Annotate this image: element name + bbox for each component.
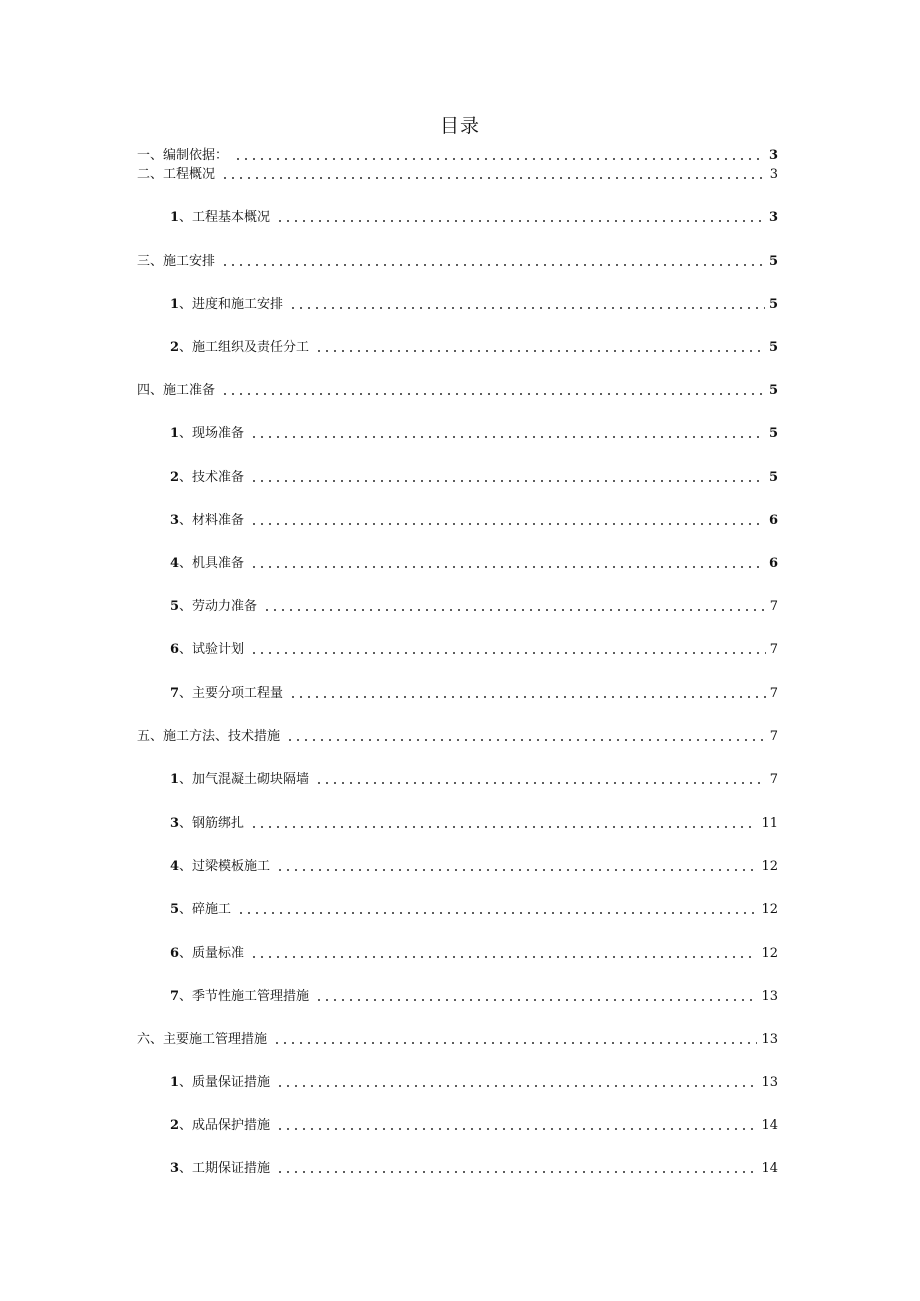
toc-entry-number: 6 [170, 946, 180, 961]
toc-entry[interactable] [170, 552, 778, 572]
toc-entry-label: 、进度和施工安排 [179, 297, 284, 312]
toc-entry-page-number: 7 [769, 642, 778, 657]
toc-entry-page-number: 12 [761, 946, 778, 961]
dot-leader [250, 523, 765, 525]
dot-leader [289, 307, 765, 309]
toc-entry-label: 、加气混凝土砌块隔墙 [179, 772, 310, 787]
dot-leader [250, 436, 765, 438]
dot-leader [315, 782, 766, 784]
dot-leader [286, 739, 766, 741]
dot-leader [276, 869, 757, 871]
dot-leader [289, 696, 766, 698]
toc-entry-page-number: 5 [768, 254, 778, 269]
toc-entry[interactable] [170, 206, 778, 226]
dot-leader [234, 158, 765, 160]
dot-leader [250, 826, 757, 828]
toc-entry[interactable] [170, 293, 778, 313]
toc-entry-number: 1 [170, 772, 180, 787]
toc-entry-page-number: 5 [768, 383, 778, 398]
toc-entry-label: 、过梁模板施工 [179, 859, 271, 874]
toc-entry-label: 、现场准备 [179, 426, 245, 441]
toc-entry-label: 五、施工方法、技术措施 [137, 729, 281, 744]
toc-entry-number: 2 [170, 340, 180, 355]
toc-entry-label: 、机具准备 [179, 556, 245, 571]
dot-leader [250, 956, 757, 958]
toc-entry-label: 一、编制依据： [137, 148, 229, 163]
toc-entry[interactable] [170, 942, 778, 962]
dot-leader [250, 566, 765, 568]
toc-entry-number: 5 [170, 599, 180, 614]
toc-entry[interactable] [170, 985, 778, 1005]
toc-entry-page-number: 5 [768, 297, 778, 312]
toc-entry-label: 四、施工准备 [137, 383, 216, 398]
toc-entry-label: 、试验计划 [179, 642, 245, 657]
dot-leader [276, 1085, 757, 1087]
toc-entry-label: 、质量保证措施 [179, 1075, 271, 1090]
toc-entry-page-number: 12 [761, 859, 778, 874]
toc-entry-page-number: 13 [761, 1032, 778, 1047]
toc-entry-page-number: 7 [769, 772, 778, 787]
toc-entry[interactable] [170, 1071, 778, 1091]
toc-entry-number: 6 [170, 642, 180, 657]
toc-entry[interactable] [170, 898, 778, 918]
dot-leader [315, 350, 765, 352]
toc-entry-number: 5 [170, 902, 180, 917]
toc-entry[interactable] [170, 682, 778, 702]
toc-entry-number: 3 [170, 1161, 180, 1176]
dot-leader [273, 1042, 757, 1044]
dot-leader [250, 652, 766, 654]
toc-entry-number: 3 [170, 816, 180, 831]
toc-entry-number: 1 [170, 297, 180, 312]
toc-entry-page-number: 7 [769, 686, 778, 701]
toc-entry[interactable] [170, 336, 778, 356]
toc-entry[interactable] [170, 1157, 778, 1177]
toc-entry-page-number: 14 [761, 1161, 778, 1176]
toc-entry-number: 4 [170, 859, 180, 874]
toc-title: 目录 [439, 115, 480, 137]
toc-entry[interactable] [170, 1114, 778, 1134]
toc-entry-label: 、钢筋绑扎 [179, 816, 245, 831]
dot-leader [315, 999, 757, 1001]
toc-entry[interactable] [170, 812, 778, 832]
toc-entry-number: 1 [170, 210, 180, 225]
toc-entry-label: 、劳动力准备 [179, 599, 258, 614]
toc-entry-page-number: 7 [769, 729, 778, 744]
toc-entry-page-number: 11 [761, 816, 778, 831]
toc-entry[interactable] [170, 595, 778, 615]
toc-entry-page-number: 5 [768, 340, 778, 355]
toc-entry[interactable] [170, 638, 778, 658]
toc-entry-label: 、工期保证措施 [179, 1161, 271, 1176]
dot-leader [250, 480, 765, 482]
dot-leader [276, 1171, 757, 1173]
toc-entry[interactable] [137, 163, 778, 183]
toc-entry[interactable] [170, 509, 778, 529]
toc-entry-page-number: 3 [768, 210, 778, 225]
toc-entry-label: 、季节性施工管理措施 [179, 989, 310, 1004]
toc-entry-page-number: 3 [769, 167, 778, 182]
dot-leader [237, 912, 757, 914]
toc-entry-label: 、成品保护措施 [179, 1118, 271, 1133]
toc-entry-label: 、材料准备 [179, 513, 245, 528]
toc-entry-label: 二、工程概况 [137, 167, 216, 182]
toc-entry-label: 、质量标准 [179, 946, 245, 961]
toc-entry-page-number: 14 [761, 1118, 778, 1133]
toc-entry-page-number: 6 [768, 513, 778, 528]
toc-entry-page-number: 5 [768, 426, 778, 441]
toc-entry-number: 2 [170, 470, 180, 485]
toc-entry[interactable] [137, 725, 778, 745]
dot-leader [221, 264, 765, 266]
toc-entry-label: 、技术准备 [179, 470, 245, 485]
toc-entry-label: 三、施工安排 [137, 254, 216, 269]
toc-entry-number: 3 [170, 513, 180, 528]
toc-entry-page-number: 7 [769, 599, 778, 614]
dot-leader [276, 220, 765, 222]
toc-entry-number: 7 [170, 686, 180, 701]
toc-entry-page-number: 13 [761, 989, 778, 1004]
toc-entry-number: 2 [170, 1118, 180, 1133]
dot-leader [221, 393, 765, 395]
toc-entry[interactable] [137, 379, 778, 399]
toc-entry-label: 六、主要施工管理措施 [137, 1032, 268, 1047]
toc-entry-number: 1 [170, 1075, 180, 1090]
toc-entry-label: 、碎施工 [179, 902, 232, 917]
toc-entry[interactable] [137, 1028, 778, 1048]
dot-leader [221, 177, 766, 179]
toc-entry[interactable] [170, 466, 778, 486]
toc-entry-number: 4 [170, 556, 180, 571]
toc-entry[interactable] [170, 768, 778, 788]
toc-entry-label: 、主要分项工程量 [179, 686, 284, 701]
toc-entry-page-number: 12 [761, 902, 778, 917]
toc-entry[interactable] [137, 144, 778, 164]
toc-entry-number: 7 [170, 989, 180, 1004]
toc-entry-page-number: 3 [768, 148, 778, 163]
toc-entry-page-number: 13 [761, 1075, 778, 1090]
toc-entry-page-number: 5 [768, 470, 778, 485]
toc-entry[interactable] [137, 250, 778, 270]
toc-entry[interactable] [170, 855, 778, 875]
toc-entry-label: 、工程基本概况 [179, 210, 271, 225]
toc-entry-label: 、施工组织及责任分工 [179, 340, 310, 355]
toc-entry[interactable] [170, 422, 778, 442]
dot-leader [263, 609, 766, 611]
dot-leader [276, 1128, 757, 1130]
toc-entry-page-number: 6 [768, 556, 778, 571]
toc-entry-number: 1 [170, 426, 180, 441]
